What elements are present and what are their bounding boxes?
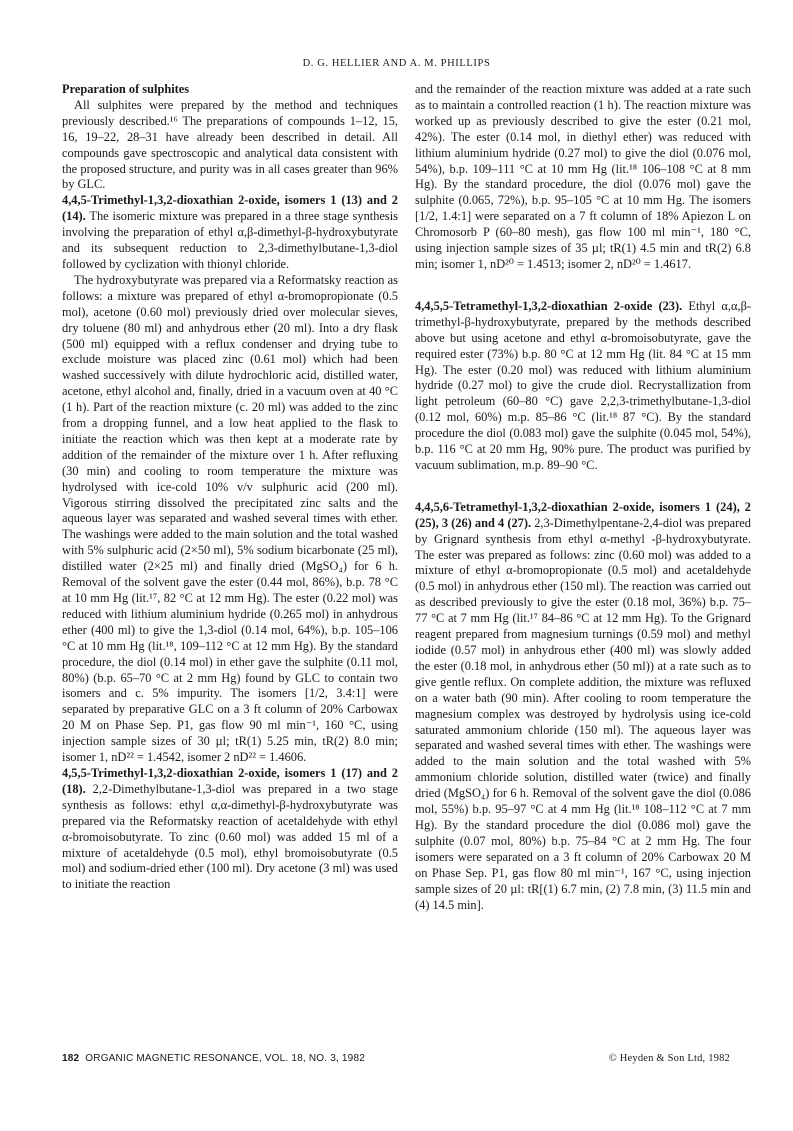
compound-heading: 4,4,5-Trimethyl-1,3,2-dioxathian 2-oxide, isomers 1 (13) and 2 (14).: [62, 193, 398, 224]
page-footer: [62, 1053, 365, 1064]
compound-heading: 4,4,5,5-Tetramethyl-1,3,2-dioxathian 2-oxide (23).: [415, 298, 683, 313]
compound-17-18-paragraph: [62, 766, 398, 893]
compound-heading: 4,4,5,6-Tetramethyl-1,3,2-dioxathian 2-oxide, isomers 1 (24), 2 (25), 3 (26) and 4 (27).: [415, 499, 751, 530]
compound-24-27-paragraph: [415, 500, 751, 914]
continued-paragraph: and the remainder of the reaction mixture was added at a rate such as to maintain a controlled reaction (1 h). The reaction mixture was worked up as previously described to give the ester (0.21 mol, 42%). The ester (0.14 mol, in diethyl ether) was reduced with lithium aluminium hydride (0.27 mol) to give the diol (0.076 mol, 54%), b.p. 109–111 °C at 10 mm Hg (lit.¹⁸ 106–108 °C at 8 mm Hg). By the standard procedure, the diol (0.076 mol) gave the sulphite (0.065, 72%), b.p. 95–105 °C at 10 mm Hg. The isomers [1/2, 1.4:1] were separated on a 7 ft column of 18% Apiezon L on Chromosorb P (60–80 mesh), gas flow 100 ml min⁻¹, 180 °C, using injection sample sizes of 35 µl; tR(1) 4.5 min and tR(2) 6.8 min; isomer 1, nD²⁰ = 1.4513; isomer 2, nD²⁰ = 1.4617.: [415, 82, 751, 271]
paragraph-text: Ethyl α,α,β-trimethyl-β-hydroxybutyrate, prepared by the methods described above but using acetone and ethyl α-bromoisobutyrate, gave the required ester (73%) b.p. 80 °C at 12 mm Hg (lit. 84 °C at 15 mm Hg). The ester (0.20 mol) was reduced with lithium aluminium hydride (0.27 mol) to give the crude diol. Recrystallization from light petroleum (60–80 °C) gave 2,2,3-trimethylbutane-1,3-diol (0.12 mol, 60%) m.p. 85–86 °C (lit.¹⁸ 87 °C). By the standard procedure the diol (0.083 mol) gave the sulphite (0.045 mol, 54%), b.p. 116 °C at 20 mm Hg, 90% pure. The product was purified by vacuum sublimation, m.p. 89–90 °C.: [415, 298, 752, 472]
compound-13-14-paragraph: [62, 193, 398, 273]
paragraph-text: 2,3-Dimethylpentane-2,4-diol was prepared by Grignard synthesis from ethyl α-methyl -β-hydroxybutyrate. The ester was prepared as follows: zinc (0.60 mol) was added to a mixture of ethyl α-bromopropionate (0.5 mol) and acetaldehyde (0.5 mol) in anhydrous ether (150 ml). The reaction was carried out as described previously to give the ester (0.18 mol, 36%) b.p. 75–77 °C at 7 mm Hg (lit.¹⁷ 84–86 °C at 12 mm Hg). To the Grignard reagent prepared from magnesium turnings (0.59 mol) and methyl iodide (0.57 mol) in anhydrous ether (400 ml) was slowly added the ester (0.18 mol, in anhydrous ether (50 ml)) at a rate such as to give gentle reflux. On complete addition, the mixture was refluxed on a water bath (90 min). After cooling to room temperature the magnesium complex was destroyed by hydrolysis using ice-cold saturated ammonium chloride (150 ml). The aqueous layer was separated and washed several times with ether. The washings were added to the main solution and the total washed with 5% ammonium chloride solution, distilled water (twice) and finally dried (MgSO₄) for 6 h. Removal of the solvent gave the diol (0.086 mol, 55%) b.p. 95–97 °C at 4 mm Hg (lit.¹⁸ 108–112 °C at 7 mm Hg). By the standard procedure the diol (0.086 mol) gave the sulphite (0.07 mol, 80%) b.p. 75–84 °C at 2 mm Hg. The four isomers were separated on a 3 ft column of 20% Carbowax 20 M on Phase Sep. P1, gas flow 80 ml min⁻¹, 167 °C, using injection sample sizes of 20 µl: tR[(1) 6.7 min, (2) 7.8 min, (3) 11.5 min and (4) 14.5 min].: [415, 515, 751, 912]
left-column: [62, 82, 398, 893]
running-head: D. G. HELLIER AND A. M. PHILLIPS: [302, 58, 491, 69]
paragraph-text: 2,2-Dimethylbutane-1,3-diol was prepared in a two stage synthesis as follows: ethyl α,α-dimethyl-β-hydroxybutyrate was prepared via the Reformatsky reaction of acetaldehyde with ethyl α-bromoisobutyrate. To zinc (0.60 mol) was added 15 ml of a mixture of acetaldehyde (0.5 mol), ethyl bromoisobutyrate (0.5 mol) and sodium-dried ether (100 ml). Dry acetone (3 ml) was used to initiate the reaction: [62, 781, 398, 892]
copyright-notice: © Heyden & Son Ltd, 1982: [608, 1053, 730, 1064]
right-column: [415, 82, 751, 913]
journal-citation: ORGANIC MAGNETIC RESONANCE, VOL. 18, NO. 3, 1982: [85, 1053, 365, 1064]
page-number: 182: [62, 1053, 80, 1064]
reformatsky-paragraph: The hydroxybutyrate was prepared via a Reformatsky reaction as follows: a mixture was prepared of ethyl α-bromopropionate (0.5 mol), acetone (0.60 mol) previously dried over molecular sieves, dry toluene (80 ml) and anhydrous ether (20 ml). Into a dry flask (500 ml) equipped with a reflux condenser and drying tube to exclude moisture was placed zinc (0.61 mol) which had been washed successively with dilute hydrochloric acid, distilled water, acetone, ethyl alcohol and, finally, dried in a vacuum oven at 40 °C (1 h). Part of the reaction mixture (c. 20 ml) was added to the zinc from a dropping funnel, and a low heat applied to the flask to initiate the reaction which was then kept at a moderate rate by addition of the remainder of the mixture over 1 h. After refluxing (30 min) and cooling to room temperature the mixture was hydrolysed with ice-cold 10% v/v sulphuric acid (200 ml). Vigorous stirring dissolved the precipitated zinc salts and the aqueous layer was separated and washed several times with ether. The washings were added to the main solution and the total washed with 5% sulphuric acid (2×50 ml), 5% sodium bicarbonate (25 ml), distilled water (2×25 ml) and finally dried (MgSO₄) for 6 h. Removal of the solvent gave the ester (0.44 mol, 86%), b.p. 78 °C at 10 mm Hg (lit.¹⁷, 82 °C at 12 mm Hg). The ester (0.22 mol) was reduced with lithium aluminium hydride (0.265 mol) in anhydrous ether (400 ml) to give the 1,3-diol (0.14 mol, 64%), b.p. 105–106 °C at 10 mm Hg (lit.¹⁸, 109–112 °C at 12 mm Hg). By the standard procedure, the diol (0.14 mol) in ether gave the sulphite (0.11 mol, 80%) (b.p. 65–70 °C at 2 mm Hg) found by GLC to contain two isomers and c. 5% impurity. The isomers [1/2, 3.4:1] were separated by preparative GLC on a 3 ft column of 20% Carbowax 20 M on Phase Sep. P1, gas flow 90 ml min⁻¹, 160 °C, using injection sample sizes of 30 µl; tR(1) 5.25 min, tR(2) 8.0 min; isomer 1, nD²² = 1.4542, isomer 2 nD²² = 1.4606.: [62, 272, 398, 765]
section-title: Preparation of sulphites: [62, 82, 190, 96]
compound-23-paragraph: [415, 299, 751, 474]
compound-heading: 4,5,5-Trimethyl-1,3,2-dioxathian 2-oxide, isomers 1 (17) and 2 (18).: [62, 765, 398, 796]
intro-paragraph: All sulphites were prepared by the method and techniques previously described.¹⁶ The preparations of compounds 1–12, 15, 16, 19–22, 28–31 have already been described in detail. All compounds gave spectroscopic and analytical data consistent with the proposed structure, and purity was in all cases greater than 96% by GLC.: [62, 97, 398, 192]
paragraph-text: The isomeric mixture was prepared in a three stage synthesis involving the preparation of ethyl α,β-dimethyl-β-hydroxybutyrate and its subsequent reduction to 2,3-dimethylbutane-1,3-diol followed by cyclization with thionyl chloride.: [62, 209, 398, 271]
